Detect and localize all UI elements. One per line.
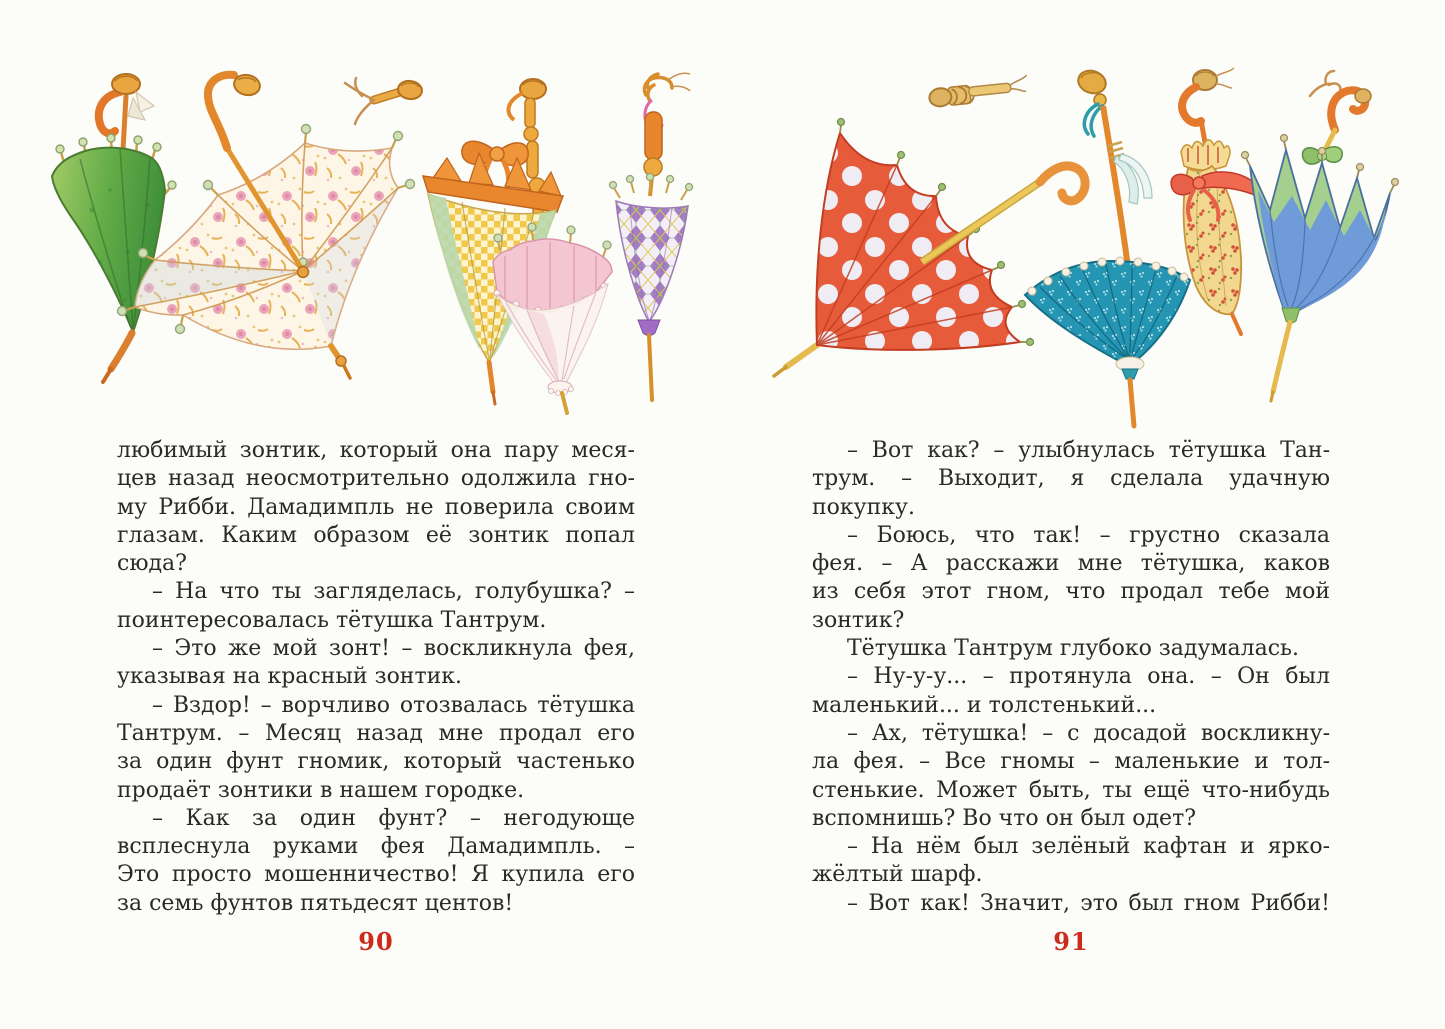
detached-handle [928,75,1029,107]
text-line: покупку. [812,494,915,520]
text-line: поинтересовалась тётушка Тантрум. [117,607,547,633]
argyle-canopy [616,201,688,322]
text-line: Тётушка Тантрум глубоко задумалась. [847,636,1300,662]
text-line: продаёт зонтики в нашем городке. [117,777,525,803]
text-line: жёлтый шарф. [812,862,983,888]
right-page-text [812,437,1330,918]
right-page [722,0,1444,1029]
text-line: – Вот как? – улыбнулась тётушка Тан- [847,438,1330,463]
teal-umbrella [1025,67,1190,426]
text-line: стенькие. Может быть, ты ещё что-нибудь [812,777,1330,803]
text-line: – Ну-у-у... – протянула она. – Он был [847,664,1330,690]
text-line: – Это же мой зонт! – воскликнула фея, [152,636,635,662]
cord-wrap [644,74,672,101]
text-line: зонтик? [812,607,905,633]
text-line: – На что ты загляделась, голубушка? – [152,579,635,605]
text-line: маленький... и толстенький... [812,692,1157,718]
red-polka-umbrella [774,119,1085,377]
blue-green-umbrella [1242,71,1399,401]
green-umbrella-ferrule [103,369,111,382]
argyle-umbrella [610,73,693,400]
text-line: фея. – А расскажи мне тётушка, каков [812,551,1330,577]
left-page-text [117,437,635,918]
left-page-illustration [0,0,722,430]
broken-handle-twig [345,78,423,124]
text-line: указывая на красный зонтик. [117,664,463,690]
polka-crook [1040,166,1085,201]
text-line: цев назад неосмотрительно одолжила гно- [117,466,635,492]
text-line: из себя этот гном, что продал тебе мой [812,579,1330,605]
text-line: любимый зонтик, который она пару меся- [117,438,635,463]
text-line: – Как за один фунт? – негодующе [152,805,635,831]
argyle-stick [649,335,652,400]
text-line: сюда? [117,551,187,577]
blue-green-stick [1273,322,1290,392]
floral-umbrella-ferrule [344,366,350,378]
text-line: – На нём был зелёный кафтан и ярко- [847,834,1330,860]
text-line: ла фея. – Все гномы – маленькие и тол- [812,749,1330,775]
text-line: за один фунт гномик, который частенько [117,749,635,775]
text-line: Это просто мошенничество! Я купила его [117,862,635,888]
polka-canopy [816,133,1020,350]
text-line: всплеснула руками фея Дамадимпль. – [117,834,635,860]
floral-umbrella [118,73,415,378]
polka-ferrule [774,367,786,376]
left-page-number: 90 [358,927,394,956]
text-line: за семь фунтов пятьдесят центов! [117,890,514,916]
pink-parasol [493,223,612,413]
text-line: – Вздор! – ворчливо отозвалась тётушка [152,692,635,718]
right-page-illustration [722,0,1445,430]
parasol-ferrule [562,393,567,413]
right-page-number: 91 [1053,927,1089,956]
text-line: глазам. Каким образом её зонтик попал [117,522,635,548]
green-umbrella [52,74,176,382]
teal-ribbon-loops [1084,104,1102,136]
text-line: Тантрум. – Месяц назад мне продал его [117,720,635,746]
green-umbrella-crook [99,92,120,133]
broken-twig [1310,71,1340,96]
tied-crook [1182,87,1201,123]
teal-canopy [1025,261,1190,362]
floral-umbrella-crook [208,75,234,148]
text-line: – Вот как! Значит, это был гном Рибби! [847,890,1330,916]
left-page [0,0,722,1029]
teal-ferrule [1130,380,1134,426]
text-line: – Ах, тётушка! – с досадой воскликну- [847,720,1330,746]
text-line: трум. – Выходит, я сделала удачную [812,466,1330,492]
text-line: – Боюсь, что так! – грустно сказала [847,522,1330,548]
teal-shaft [1103,106,1128,268]
text-line: вспомнишь? Во что он был одет? [812,805,1197,831]
text-line: му Рибби. Дамадимпль не поверила своим [117,494,635,520]
